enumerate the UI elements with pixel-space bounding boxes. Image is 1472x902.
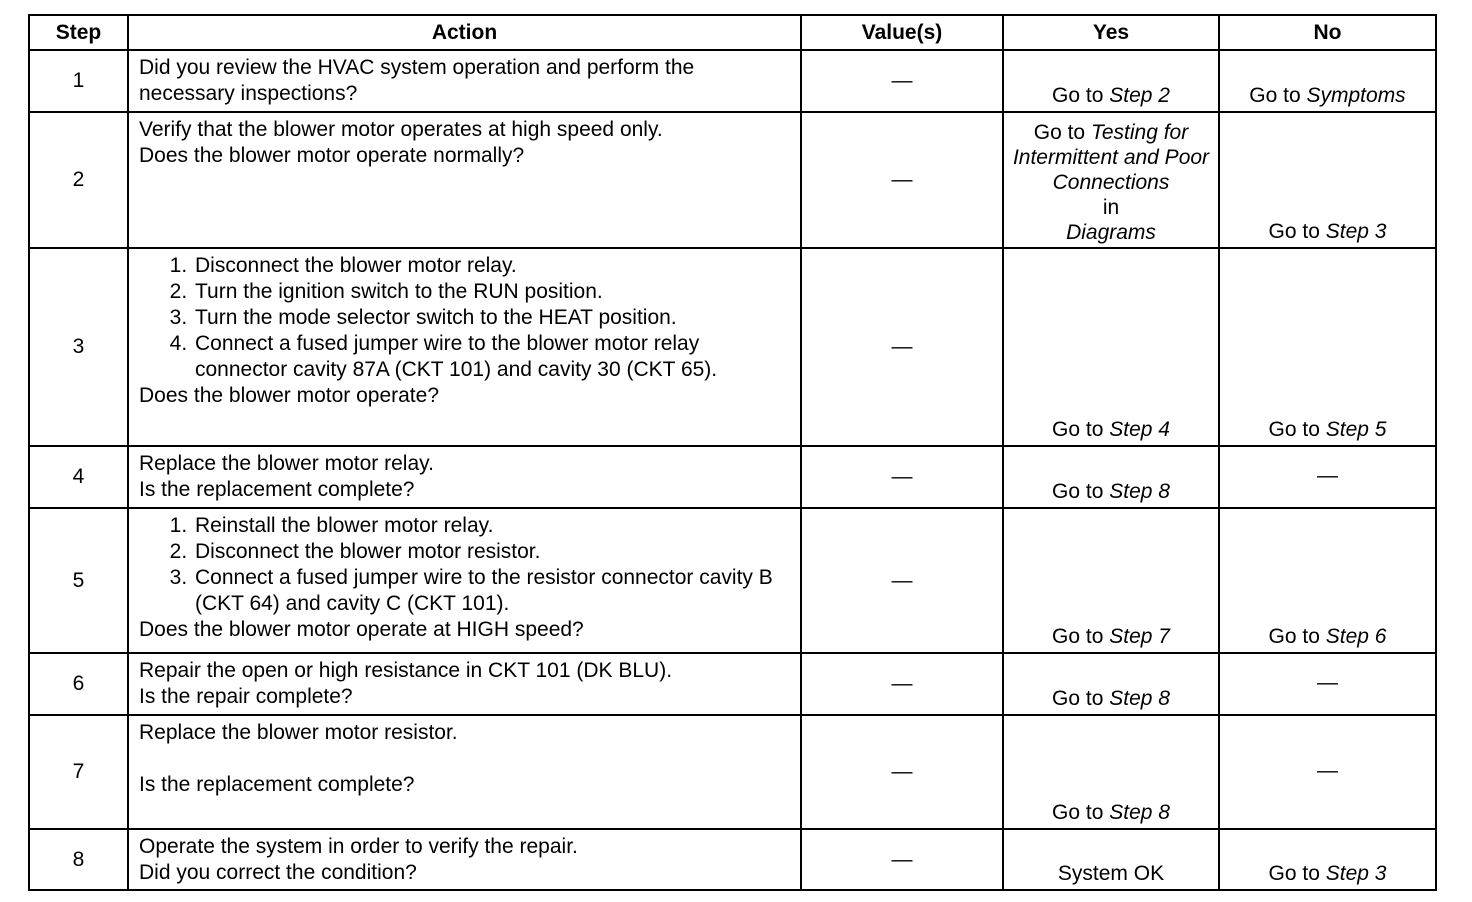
yes-prefix: Go to <box>1052 625 1110 648</box>
action-step: 2. Disconnect the blower motor resistor. <box>193 539 790 565</box>
header-step: Step <box>29 15 128 50</box>
yes-cell <box>1003 248 1219 446</box>
no-prefix: Go to <box>1249 84 1307 107</box>
yes-cell <box>1003 112 1219 248</box>
action-text: Did you correct the condition? <box>139 861 417 884</box>
yes-prefix: Go to <box>1033 121 1091 144</box>
header-no: No <box>1219 15 1436 50</box>
no-target: Step 5 <box>1325 418 1387 441</box>
action-question: Does the blower motor operate at HIGH speed? <box>139 618 584 641</box>
value-cell: — <box>801 50 1003 112</box>
action-text: Did you review the HVAC system operation and perform the necessary inspections? <box>139 56 695 105</box>
value-cell: — <box>801 446 1003 508</box>
table-row <box>29 112 1436 248</box>
step-number: 8 <box>29 829 128 890</box>
table-row <box>29 715 1436 829</box>
yes-target: Testing for Intermittent and Poor Connections <box>1012 121 1210 194</box>
header-row <box>29 15 1436 50</box>
table-row <box>29 248 1436 446</box>
yes-link[interactable] <box>1052 84 1170 107</box>
yes-cell <box>1003 50 1219 112</box>
yes-prefix: Go to <box>1052 480 1110 503</box>
yes-target: Step 8 <box>1109 687 1170 710</box>
no-link[interactable] <box>1249 84 1405 107</box>
yes-target: Step 2 <box>1109 84 1170 107</box>
action-text: Is the replacement complete? <box>139 773 415 796</box>
action-steps <box>139 253 790 383</box>
no-target: Step 3 <box>1325 220 1387 243</box>
table-body <box>29 50 1436 890</box>
action-step: 1. Disconnect the blower motor relay. <box>193 253 790 279</box>
action-cell <box>128 446 801 508</box>
yes-cell <box>1003 508 1219 653</box>
no-prefix: Go to <box>1268 862 1326 885</box>
yes-prefix: Go to <box>1052 418 1110 441</box>
step-number: 2 <box>29 112 128 248</box>
no-target: Symptoms <box>1306 84 1406 107</box>
yes-text: System OK <box>1057 862 1165 885</box>
value-cell: — <box>801 715 1003 829</box>
value-cell: — <box>801 112 1003 248</box>
action-step: 3. Turn the mode selector switch to the HEAT position. <box>193 305 790 331</box>
no-target: Step 6 <box>1325 625 1387 648</box>
action-cell <box>128 653 801 715</box>
yes-cell <box>1003 715 1219 829</box>
no-cell <box>1219 112 1436 248</box>
yes-target: Step 7 <box>1109 625 1170 648</box>
no-cell: — <box>1219 446 1436 508</box>
yes-cell <box>1003 446 1219 508</box>
header-yes: Yes <box>1003 15 1219 50</box>
header-action: Action <box>128 15 801 50</box>
action-cell <box>128 112 801 248</box>
table-row <box>29 653 1436 715</box>
action-cell <box>128 829 801 890</box>
yes-link[interactable] <box>1052 801 1170 824</box>
action-step: 4. Connect a fused jumper wire to the blower motor relay connector cavity 87A (CKT 101) and cavity 30 (CKT 65). <box>193 331 790 383</box>
action-text: Verify that the blower motor operates at high speed only. <box>139 118 663 141</box>
action-step: 2. Turn the ignition switch to the RUN position. <box>193 279 790 305</box>
header-values: Value(s) <box>801 15 1003 50</box>
action-text: Is the repair complete? <box>139 685 353 708</box>
diagnostic-table <box>28 14 1437 891</box>
value-cell: — <box>801 508 1003 653</box>
yes-link[interactable] <box>1052 687 1170 710</box>
action-text: Replace the blower motor resistor. <box>139 721 458 744</box>
value-cell: — <box>801 653 1003 715</box>
yes-target: Step 8 <box>1109 480 1170 503</box>
no-link[interactable] <box>1269 625 1387 648</box>
value-cell: — <box>801 248 1003 446</box>
table-row <box>29 829 1436 890</box>
table-row <box>29 446 1436 508</box>
yes-prefix: Go to <box>1052 84 1110 107</box>
step-number: 1 <box>29 50 128 112</box>
table-row <box>29 508 1436 653</box>
yes-mid: in <box>1102 196 1120 219</box>
action-cell <box>128 508 801 653</box>
yes-link[interactable] <box>1004 120 1218 195</box>
table-row <box>29 50 1436 112</box>
action-text: Replace the blower motor relay. <box>139 452 434 475</box>
no-link[interactable] <box>1269 862 1387 885</box>
action-question: Does the blower motor operate? <box>139 384 439 407</box>
step-number: 5 <box>29 508 128 653</box>
no-link[interactable] <box>1269 418 1387 441</box>
no-cell <box>1219 50 1436 112</box>
yes-link[interactable] <box>1052 480 1170 503</box>
action-step: 3. Connect a fused jumper wire to the resistor connector cavity B (CKT 64) and cavity C (CKT 101). <box>193 565 790 617</box>
value-cell: — <box>801 829 1003 890</box>
no-prefix: Go to <box>1268 625 1326 648</box>
yes-target: Step 8 <box>1109 801 1170 824</box>
action-cell <box>128 248 801 446</box>
yes-link[interactable] <box>1052 418 1170 441</box>
yes-target: Step 4 <box>1109 418 1170 441</box>
no-cell <box>1219 508 1436 653</box>
no-cell <box>1219 829 1436 890</box>
no-cell <box>1219 248 1436 446</box>
step-number: 6 <box>29 653 128 715</box>
action-step: 1. Reinstall the blower motor relay. <box>193 513 790 539</box>
yes-link[interactable] <box>1052 625 1170 648</box>
yes-prefix: Go to <box>1052 801 1110 824</box>
action-cell <box>128 715 801 829</box>
step-number: 3 <box>29 248 128 446</box>
yes-cell <box>1003 653 1219 715</box>
action-text: Does the blower motor operate normally? <box>139 144 525 167</box>
step-number: 7 <box>29 715 128 829</box>
action-text: Repair the open or high resistance in CKT 101 (DK BLU). <box>139 659 673 682</box>
yes-target-2: Diagrams <box>1066 221 1156 244</box>
action-steps <box>139 513 790 617</box>
step-number: 4 <box>29 446 128 508</box>
no-target: Step 3 <box>1325 862 1387 885</box>
action-cell <box>128 50 801 112</box>
action-text: Is the replacement complete? <box>139 478 415 501</box>
no-prefix: Go to <box>1268 220 1326 243</box>
no-cell: — <box>1219 653 1436 715</box>
no-prefix: Go to <box>1268 418 1326 441</box>
action-text: Operate the system in order to verify the repair. <box>139 835 578 858</box>
yes-prefix: Go to <box>1052 687 1110 710</box>
yes-cell <box>1003 829 1219 890</box>
no-link[interactable] <box>1269 220 1387 243</box>
no-cell: — <box>1219 715 1436 829</box>
